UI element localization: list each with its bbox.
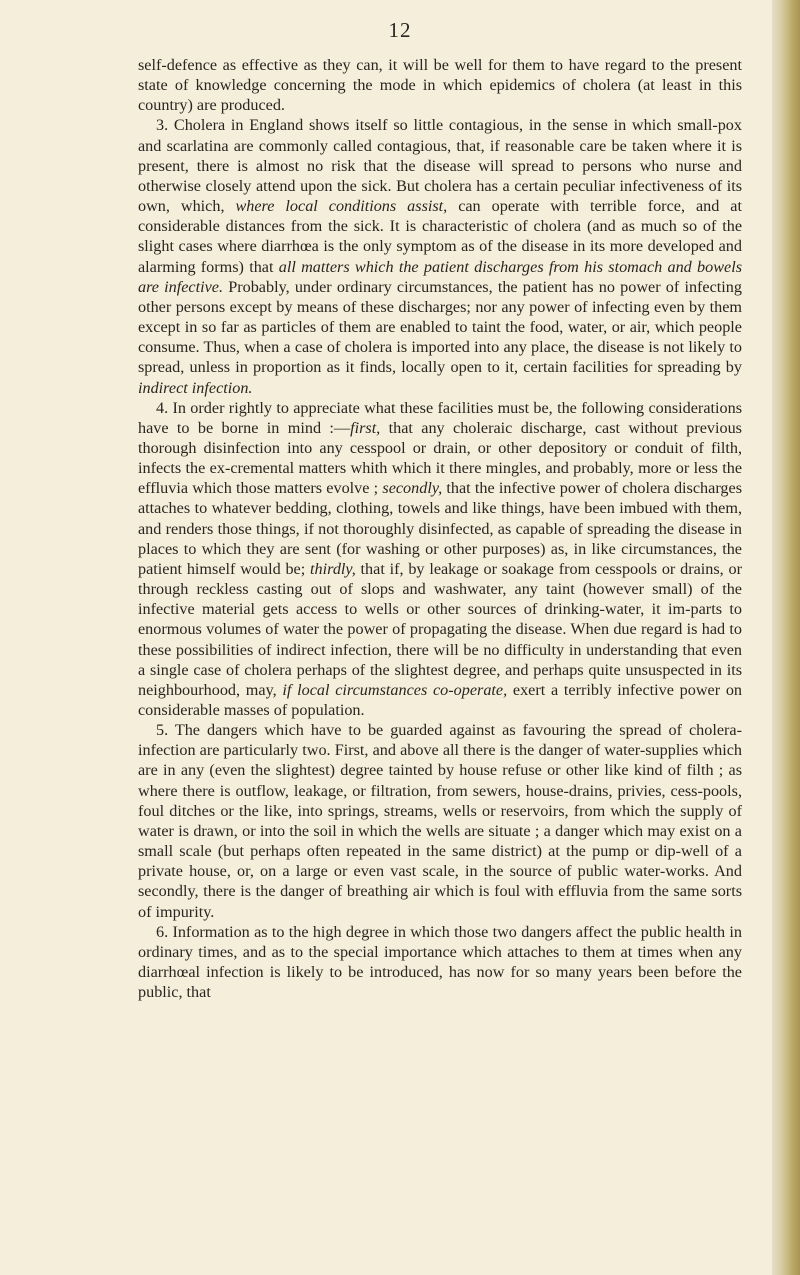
page-edge-shadow [772,0,800,1275]
paragraph-4-text-1: 4. In order rightly to appreciate what these facilities must be, the following considerations have to be borne in mind :— [138,398,742,437]
paragraph-3-emphasis-1: where local conditions assist, [235,197,448,216]
paragraph-4-emphasis-4: if local circumstances co-operate, [282,680,508,699]
paragraph-4-emphasis-2: secondly, [382,479,443,498]
paragraph-3 [138,115,742,397]
paragraph-4-text-4: that if, by leakage or soakage from cesspools or drains, or through reckless casting out of slops and washwater, any taint (however small) of the infective material gets access to wells or other sources of drinking-water, it im-parts to enormous volumes of water the power of propagating the disease. When due regard is had to these possibilities of indirect infection, there will be no difficulty in understanding that even a single case of cholera perhaps of the slightest degree, and perhaps quite unsuspected in its neighbourhood, may, [138,559,742,699]
body-text [138,55,742,1002]
paragraph-3-text-1: 3. Cholera in England shows itself so little contagious, in the sense in which small-pox and scarlatina are commonly called contagious, that, if reasonable care be taken where it is present, there is almost no risk that the disease will spread to persons who nurse and otherwise closely attend upon the sick. But cholera has a certain peculiar infectiveness of its own, which, [138,116,742,216]
paragraph-continuation: self-defence as effective as they can, it will be well for them to have regard to the present state of knowledge concerning the mode in which epidemics of cholera (at least in this country) are produced. [138,56,742,115]
paragraph-3-emphasis-3: indirect infection. [138,378,253,397]
paragraph-3-emphasis-2: all matters which the patient discharges from his stomach and bowels are infective. [138,257,742,296]
paragraph-4-emphasis-3: thirdly, [310,559,356,578]
page-number: 12 [388,18,412,42]
paragraph-4-text-5: exert a terribly infective power on considerable masses of population. [138,680,743,719]
paragraph-4-text-3: that the infective power of cholera discharges attaches to whatever bedding, clothing, towels and like things, have been imbued with them, and renders those things, if not thoroughly disinfected, as capable of spreading the disease in places to which they are sent (for washing or other purposes) as, in like circumstances, the patient himself would be; [138,479,742,578]
paragraph-3-text-2: can operate with terrible force, and at considerable distances from the sick. It is characteristic of cholera (and as much so of the slight cases where diarrhœa is the only symptom as of the disease in its more developed and alarming forms) that [138,197,742,276]
paragraph-6: 6. Information as to the high degree in which those two dangers affect the public health in ordinary times, and as to the special importance which attaches to them at times when any diarrhœal infection is likely to be introduced, has now for so many years been before the public, that [138,922,742,1002]
paragraph-4-emphasis-1: first, [350,418,381,437]
paragraph-5: 5. The dangers which have to be guarded against as favouring the spread of cholera-infection are particularly two. First, and above all there is the danger of water-supplies which are in any (even the slightest) degree tainted by house refuse or other like kind of filth ; as where there is outflow, leakage, or filtration, from sewers, house-drains, privies, cess-pools, foul ditches or the like, into springs, streams, wells or reservoirs, from which the supply of water is drawn, or into the soil in which the wells are situate ; a danger which may exist on a small scale (but perhaps often repeated in the same district) at the pump or dip-well of a private house, or, on a large or even vast scale, in the source of public water-works. And secondly, there is the danger of breathing air which is foul with effluvia from the same sorts of impurity. [138,721,742,921]
paragraph-4-text-2: that any choleraic discharge, cast without previous thorough disinfection into any cesspool or drain, or other depository or conduit of filth, infects the ex-cremental matters whith which it there mingles, and probably, more or less the effluvia which those matters evolve ; [138,418,742,498]
paragraph-4 [138,398,742,721]
paragraph-3-text-3: Probably, under ordinary circumstances, the patient has no power of infecting other persons except by means of these discharges; nor any power of infecting even by them except in so far as particles of them are enabled to taint the food, water, or air, which people consume. Thus, when a case of cholera is imported into any place, the disease is not likely to spread, unless in proportion as it finds, locally open to it, certain facilities for spreading by [138,277,742,377]
